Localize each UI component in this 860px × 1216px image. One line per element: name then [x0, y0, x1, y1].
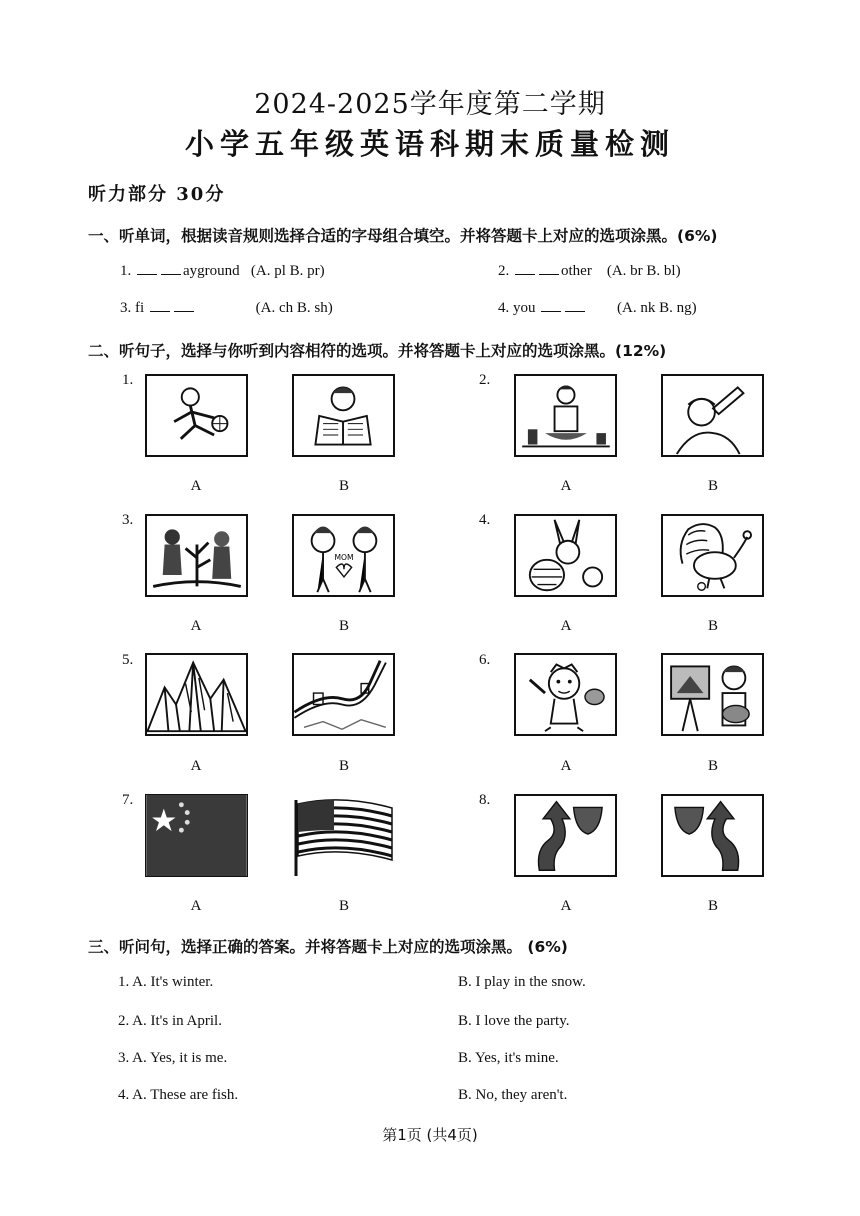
easter-bunny-icon: [514, 514, 617, 597]
s2-q6-label-b: B: [707, 758, 718, 774]
section1-instruction: 一、听单词，根据读音规则选择合适的字母组合填空。并将答题卡上对应的选项涂黑。(6%): [88, 227, 718, 245]
basketball-boy-icon: [145, 374, 248, 457]
reading-boy-icon: [292, 374, 395, 457]
s2-q4-label-b: B: [707, 618, 718, 634]
s2-q5-label-b: B: [338, 758, 349, 774]
page-number-footer: 第1页 (共4页): [382, 1126, 478, 1144]
s1-item-4: 4. you (A. nk B. ng): [498, 300, 697, 316]
turn-right-sign-icon: [661, 794, 764, 877]
turkey-icon: [661, 514, 764, 597]
s1-item-3: 3. fi (A. ch B. sh): [120, 300, 333, 316]
s2-q3-number: 3.: [122, 512, 134, 528]
s2-q1-label-b: B: [338, 478, 349, 494]
s2-q7-label-a: A: [190, 898, 202, 914]
exam-term: 2024-2025学年度第二学期: [254, 89, 606, 120]
exam-title: 小学五年级英语科期末质量检测: [184, 127, 675, 161]
china-flag-icon: [145, 794, 248, 877]
s2-q1-label-a: A: [190, 478, 202, 494]
s3-q1-option-a: 1. A. It's winter.: [118, 974, 214, 990]
s2-q4-number: 4.: [479, 512, 491, 528]
s2-q2-number: 2.: [479, 372, 491, 388]
mothers-day-icon: [292, 514, 395, 597]
s2-q8-label-a: A: [560, 898, 572, 914]
s2-q8-number: 8.: [479, 792, 491, 808]
s3-q2-option-a: 2. A. It's in April.: [118, 1013, 222, 1029]
s3-q4-option-a: 4. A. These are fish.: [118, 1087, 239, 1103]
s2-q8-label-b: B: [707, 898, 718, 914]
painter-icon: [514, 653, 617, 736]
s2-q5-number: 5.: [122, 652, 134, 668]
cooking-man-icon: [514, 374, 617, 457]
s2-q4-label-a: A: [560, 618, 572, 634]
s2-q7-number: 7.: [122, 792, 134, 808]
s2-q1-number: 1.: [122, 372, 134, 388]
s2-q6-label-a: A: [560, 758, 572, 774]
s2-q2-label-b: B: [707, 478, 718, 494]
boy-painting-icon: [661, 653, 764, 736]
s3-q3-option-b: B. Yes, it's mine.: [458, 1050, 559, 1066]
s2-q6-number: 6.: [479, 652, 491, 668]
s2-q3-label-b: B: [338, 618, 349, 634]
s3-q3-option-a: 3. A. Yes, it is me.: [118, 1050, 228, 1066]
s1-item-2: 2. other (A. br B. bl): [498, 263, 681, 279]
s1-item-1: 1. ayground (A. pl B. pr): [120, 263, 325, 279]
s2-q3-label-a: A: [190, 618, 202, 634]
great-wall-icon: [292, 653, 395, 736]
s3-q1-option-b: B. I play in the snow.: [458, 974, 586, 990]
mountains-icon: [145, 653, 248, 736]
s2-q7-label-b: B: [338, 898, 349, 914]
section2-instruction: 二、听句子，选择与你听到内容相符的选项。并将答题卡上对应的选项涂黑。(12%): [88, 342, 667, 360]
drinking-man-icon: [661, 374, 764, 457]
s2-q5-label-a: A: [190, 758, 202, 774]
s3-q2-option-b: B. I love the party.: [458, 1013, 570, 1029]
turn-left-sign-icon: [514, 794, 617, 877]
s3-q4-option-b: B. No, they aren't.: [458, 1087, 568, 1103]
section3-instruction: 三、听问句，选择正确的答案。并将答题卡上对应的选项涂黑。 (6%): [88, 938, 568, 956]
s2-q2-label-a: A: [560, 478, 572, 494]
listening-part-heading: 听力部分 30分: [88, 184, 226, 205]
planting-trees-icon: [145, 514, 248, 597]
svg-text:MOM: MOM: [334, 552, 354, 562]
usa-flag-icon: [292, 794, 395, 877]
